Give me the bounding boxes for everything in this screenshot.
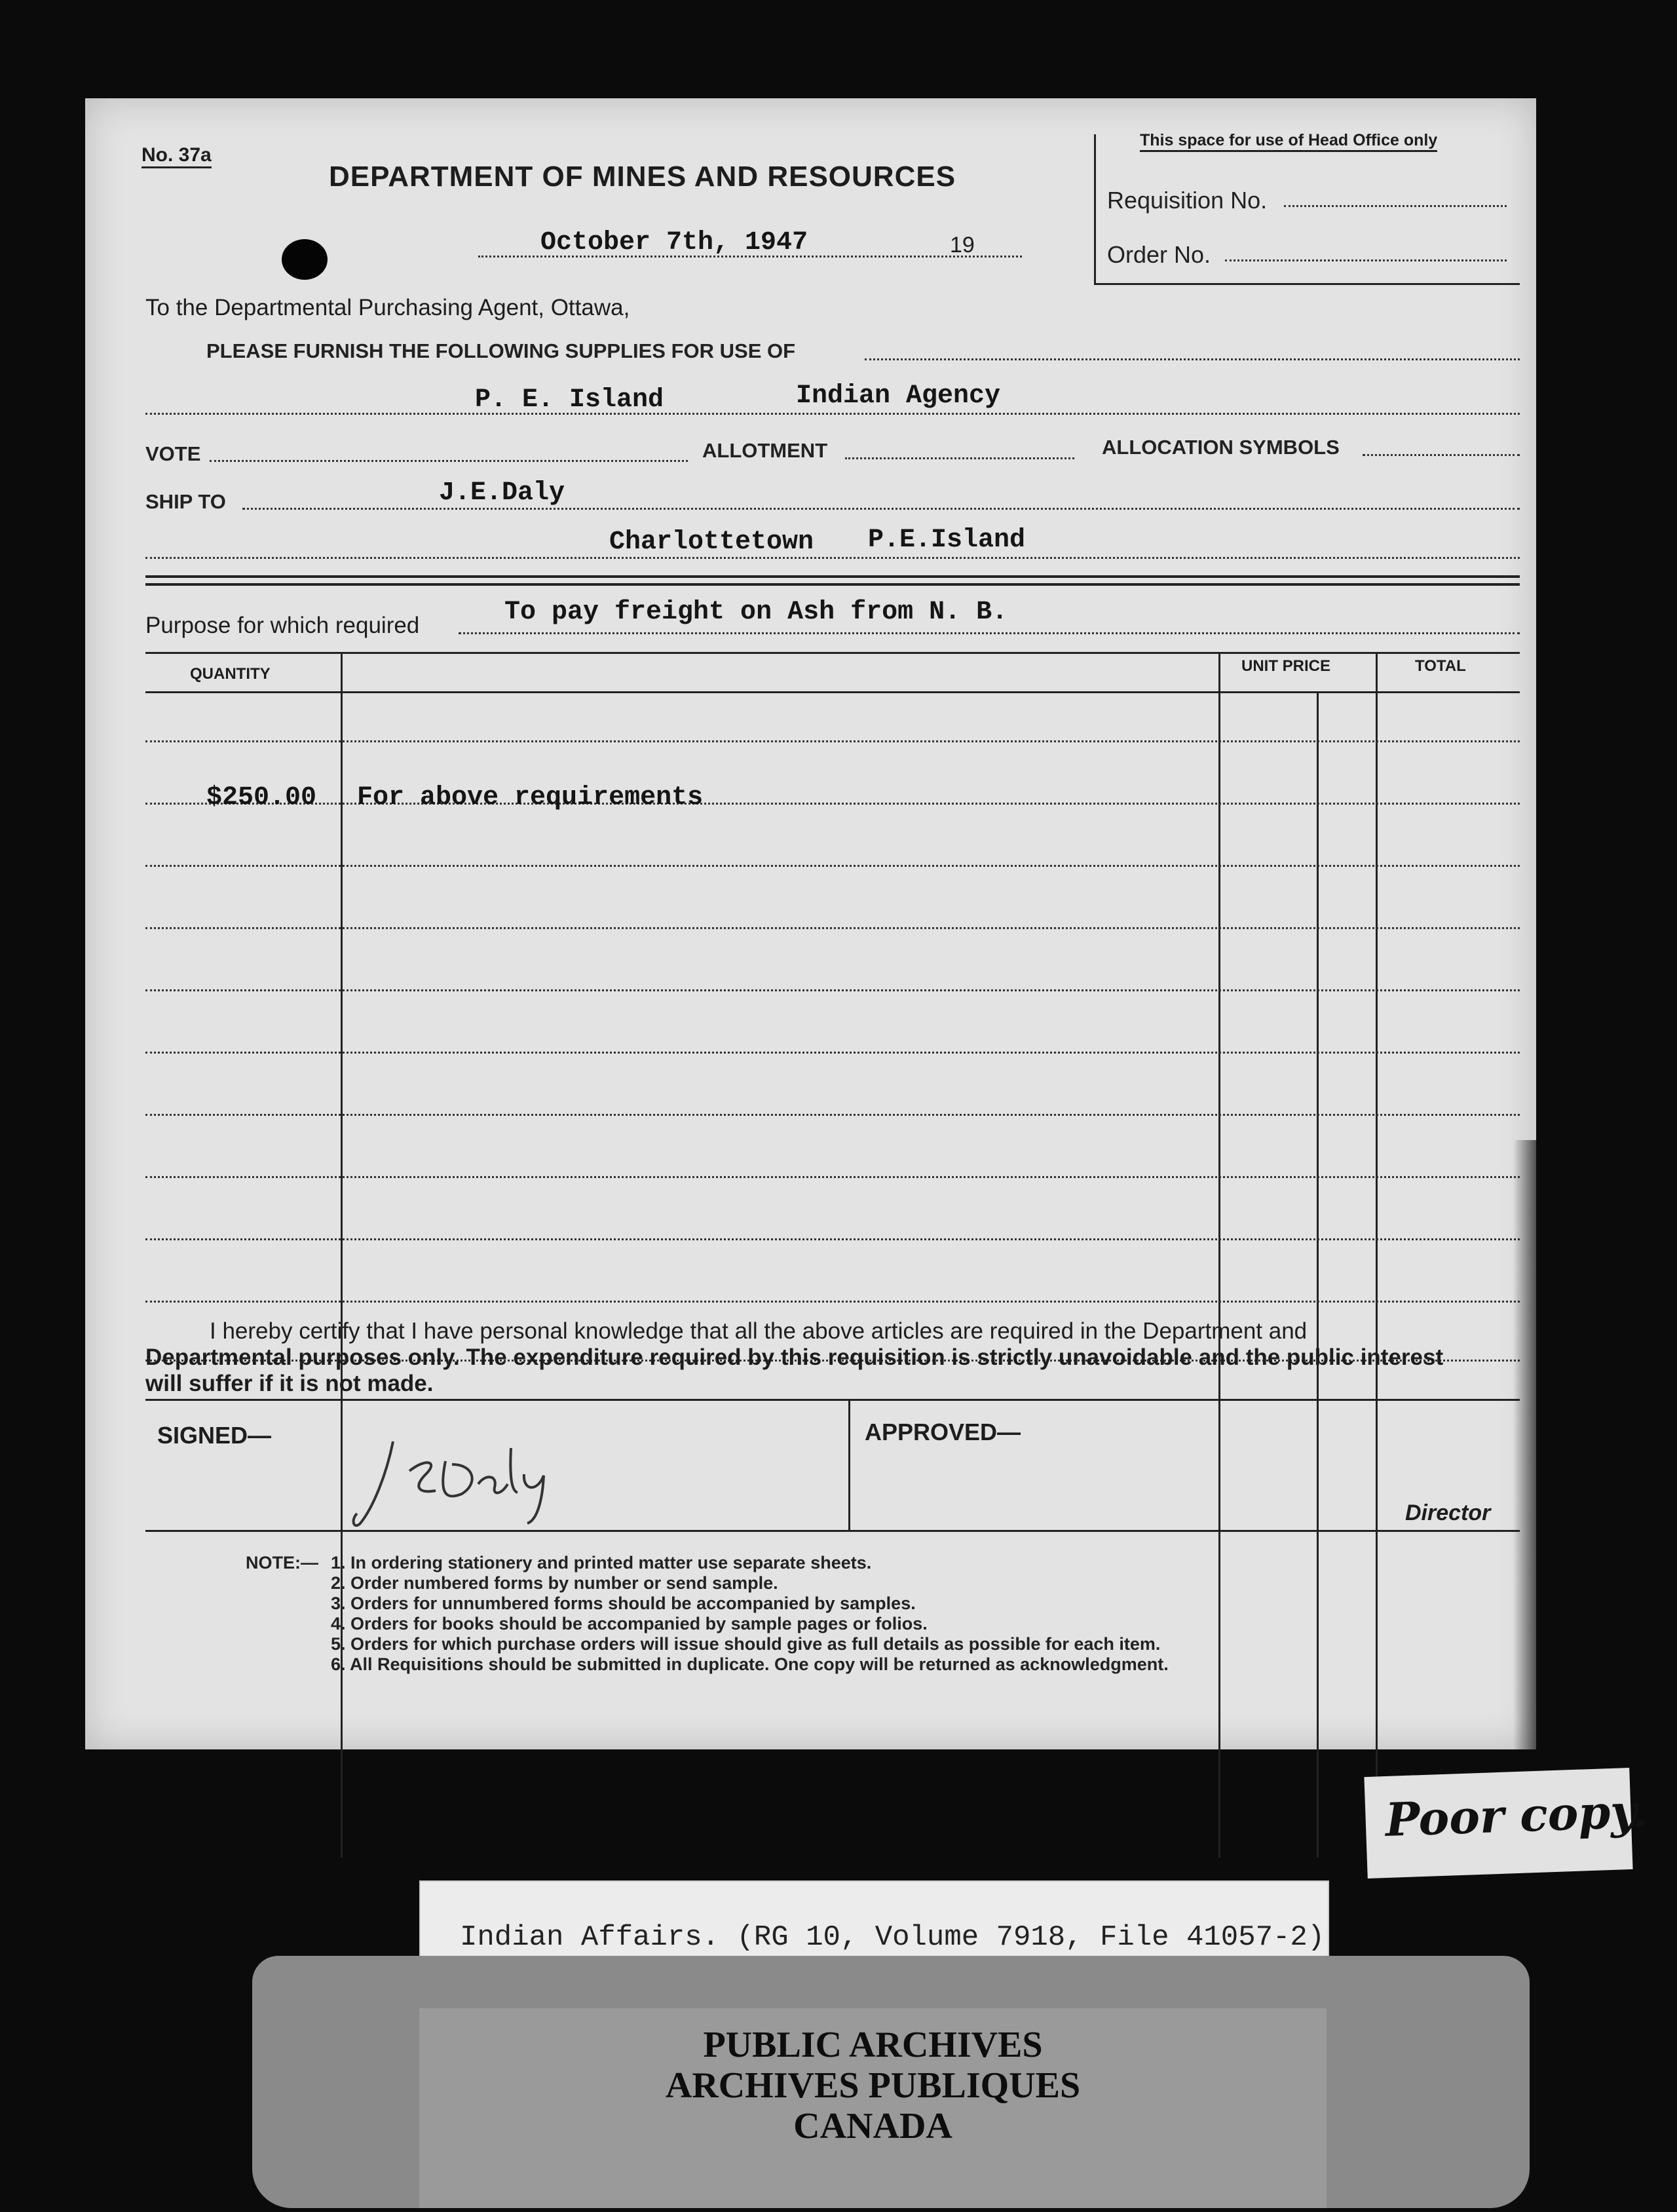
director-label: Director — [1405, 1500, 1491, 1525]
head-office-box-bottom-border — [1094, 283, 1520, 285]
requisition-number-field[interactable] — [1284, 205, 1507, 207]
purpose-label: Purpose for which required — [145, 613, 420, 638]
table-row-line — [145, 803, 1520, 805]
signature-block-top-rule — [145, 1399, 1520, 1401]
ship-to-field-line-1 — [242, 508, 1520, 510]
unit-price-header: UNIT PRICE — [1241, 657, 1331, 675]
table-row-line — [145, 927, 1520, 929]
hole-punch — [282, 239, 328, 280]
head-office-box-left-border — [1094, 134, 1096, 285]
certification-line-2: Departmental purposes only. The expenditure required by this requisition is strictly unavoidable and the public interest — [145, 1344, 1444, 1370]
certification-line-3: will suffer if it is not made. — [145, 1371, 434, 1396]
furnish-line: PLEASE FURNISH THE FOLLOWING SUPPLIES FOR USE OF — [206, 339, 796, 362]
use-of-location: P. E. Island — [475, 385, 664, 415]
allocation-symbols-field[interactable] — [1363, 454, 1520, 456]
total-header: TOTAL — [1415, 657, 1466, 675]
use-of-field-line — [145, 413, 1520, 415]
certification-line-1: I hereby certify that I have personal knowledge that all the above articles are required in the Department and — [210, 1318, 1308, 1344]
requisition-form-paper — [85, 98, 1536, 1749]
requisition-number-label: Requisition No. — [1107, 187, 1268, 214]
archive-stamp-label — [419, 2008, 1327, 2208]
year-prefix: 19 — [950, 233, 975, 257]
department-title: DEPARTMENT OF MINES AND RESOURCES — [329, 161, 956, 193]
stamp-line-2: ARCHIVES PUBLIQUES — [665, 2065, 1081, 2106]
table-row-line — [145, 865, 1520, 867]
allocation-symbols-label: ALLOCATION SYMBOLS — [1102, 436, 1340, 459]
table-row-line — [145, 1301, 1520, 1303]
date-value: October 7th, 1947 — [540, 228, 808, 257]
table-row-line — [145, 989, 1520, 991]
archive-reference: Indian Affairs. (RG 10, Volume 7918, File 41057-2) — [460, 1921, 1325, 1954]
double-rule-top — [145, 575, 1520, 578]
table-row-line — [145, 1114, 1520, 1116]
unit-price-column-divider — [1376, 652, 1378, 1858]
notes-label: NOTE:— — [246, 1553, 318, 1573]
quantity-header: QUANTITY — [190, 665, 271, 683]
form-number: No. 37a — [141, 144, 212, 168]
order-number-field[interactable] — [1225, 259, 1507, 261]
poor-copy-slip — [1364, 1768, 1649, 1878]
stamp-line-3: CANADA — [793, 2106, 952, 2146]
poor-copy-annotation: Poor copy. — [1384, 1783, 1649, 1848]
note-item: 1. In ordering stationery and printed matter use separate sheets. — [331, 1553, 872, 1573]
signature-block-divider — [848, 1399, 850, 1530]
ship-to-name: J.E.Daly — [439, 478, 565, 508]
allotment-label: ALLOTMENT — [702, 439, 828, 462]
note-item: 5. Orders for which purchase orders will issue should give as full details as possible for each item. — [331, 1634, 1161, 1654]
ship-to-field-line-2 — [145, 557, 1520, 559]
ship-to-label: SHIP TO — [145, 490, 226, 513]
furnish-field-line — [865, 358, 1520, 360]
note-item: 3. Orders for unnumbered forms should be accompanied by samples. — [331, 1593, 916, 1613]
vote-field[interactable] — [210, 460, 688, 462]
table-row-line — [145, 1052, 1520, 1054]
purpose-field-line — [459, 632, 1520, 634]
handwritten-signature — [347, 1435, 557, 1533]
use-of-agency: Indian Agency — [796, 381, 1001, 411]
description-column-divider — [1218, 652, 1220, 1858]
note-item: 2. Order numbered forms by number or send sample. — [331, 1573, 778, 1593]
line-item-quantity: $250.00 — [206, 783, 317, 812]
table-header-rule — [145, 691, 1520, 693]
note-item: 4. Orders for books should be accompanied by sample pages or folios. — [331, 1614, 928, 1633]
table-row-line — [145, 740, 1520, 742]
stamp-line-1: PUBLIC ARCHIVES — [703, 2025, 1043, 2065]
table-row-line — [145, 1176, 1520, 1178]
head-office-caption: This space for use of Head Office only — [1140, 131, 1437, 152]
purpose-value: To pay freight on Ash from N. B. — [504, 598, 1008, 627]
double-rule-bottom — [145, 583, 1520, 586]
quantity-column-divider — [341, 652, 343, 1858]
table-row-line — [145, 1238, 1520, 1240]
note-item: 6. All Requisitions should be submitted in duplicate. One copy will be returned as acknowledgment. — [331, 1654, 1169, 1674]
line-item-description: For above requirements — [357, 783, 704, 812]
allotment-field[interactable] — [845, 457, 1074, 459]
table-top-border — [145, 652, 1520, 654]
ship-to-city: Charlottetown — [609, 527, 814, 557]
ship-to-province: P.E.Island — [868, 525, 1026, 555]
order-number-label: Order No. — [1107, 241, 1211, 268]
torn-paper-edge — [1513, 1140, 1553, 1756]
signed-label: SIGNED— — [157, 1422, 272, 1449]
vote-label: VOTE — [145, 442, 201, 465]
to-purchasing-agent: To the Departmental Purchasing Agent, Ottawa, — [145, 295, 630, 320]
approved-label: APPROVED— — [865, 1419, 1021, 1445]
